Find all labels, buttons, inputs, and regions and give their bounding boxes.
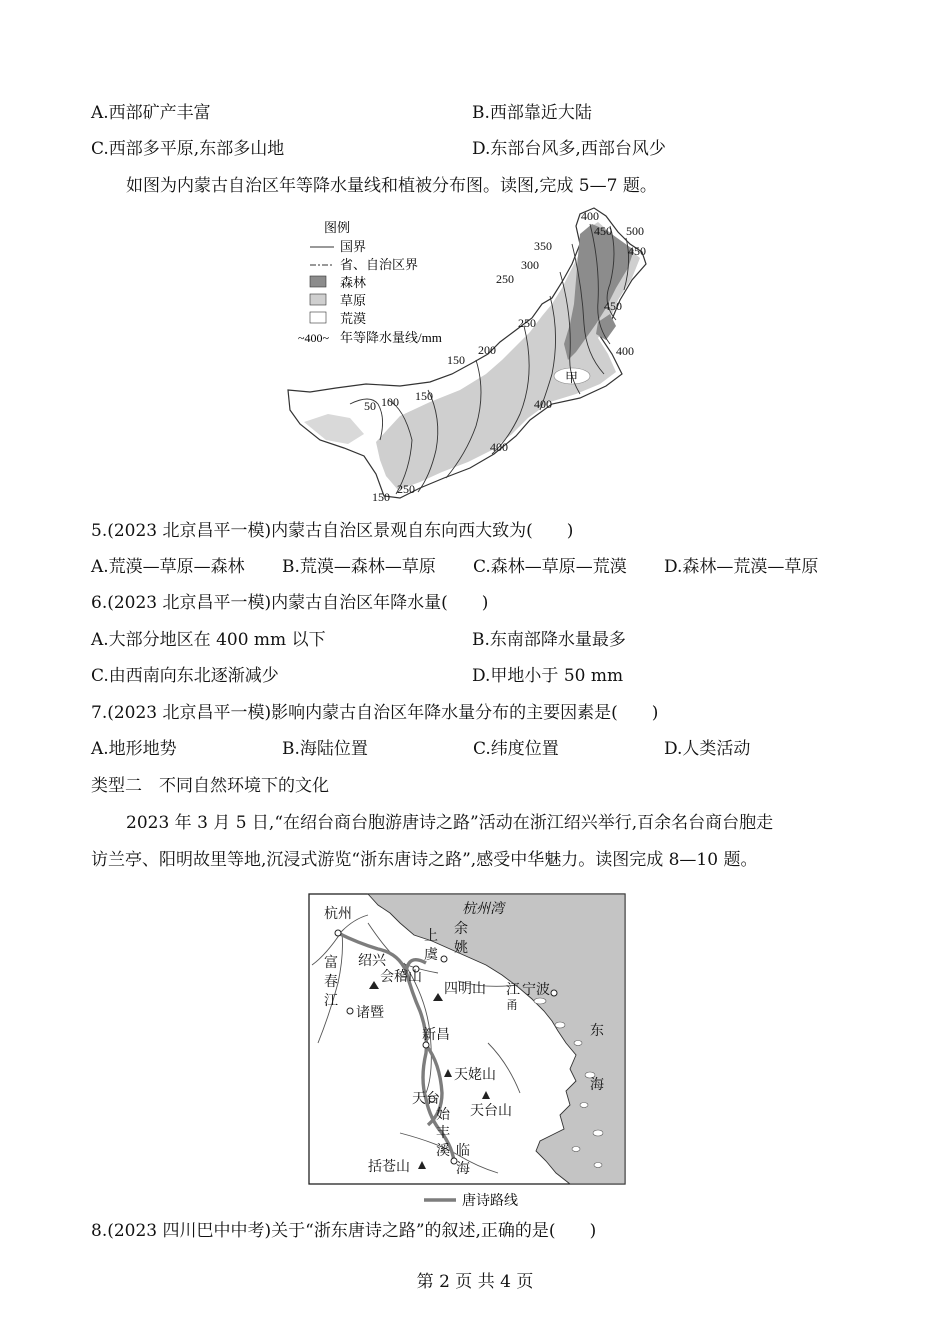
legend-provincial-border: 省、自治区界 bbox=[340, 257, 419, 272]
linhai-label: 海 bbox=[456, 1162, 470, 1177]
iso-label: 400 bbox=[534, 397, 552, 411]
iso-label: 400 bbox=[616, 344, 634, 358]
xinchang-label: 新昌 bbox=[422, 1028, 450, 1043]
route-legend-label: 唐诗路线 bbox=[462, 1194, 518, 1209]
iso-label: 300 bbox=[521, 258, 539, 272]
donghai-label: 海 bbox=[590, 1078, 604, 1093]
q6-option-c: C.由西南向东北逐渐减少 bbox=[91, 666, 279, 686]
iso-label: 350 bbox=[534, 239, 552, 253]
map1-legend-title: 图例 bbox=[324, 220, 351, 235]
yong-label: 江 bbox=[506, 983, 520, 998]
kuocang-label: 括苍山 bbox=[368, 1160, 410, 1175]
zhuji-label: 诸暨 bbox=[356, 1006, 384, 1021]
q5-stem: 5.(2023 北京昌平一模)内蒙古自治区景观自东向西大致为( ) bbox=[91, 521, 574, 541]
donghai-label: 东 bbox=[590, 1024, 604, 1039]
passage-line-2: 访兰亭、阳明故里等地,沉浸式游览“浙东唐诗之路”,感受中华魅力。读图完成 8—10 题。 bbox=[91, 850, 758, 870]
q5-option-b: B.荒漠—森林—草原 bbox=[282, 557, 436, 577]
shifeng-label: 溪 bbox=[436, 1144, 450, 1159]
q6-option-d: D.甲地小于 50 mm bbox=[472, 666, 624, 686]
iso-label: 150 bbox=[372, 490, 390, 504]
yuyao-label: 姚 bbox=[454, 941, 468, 956]
q8-stem: 8.(2023 四川巴中中考)关于“浙东唐诗之路”的叙述,正确的是( ) bbox=[91, 1221, 597, 1241]
fuchun-label: 富 bbox=[324, 956, 338, 971]
iso-label: 450 bbox=[604, 299, 622, 313]
q5-option-c: C.森林—草原—荒漠 bbox=[473, 557, 627, 577]
iso-label: 100 bbox=[381, 395, 399, 409]
tang-poetry-road-map bbox=[308, 893, 626, 1215]
iso-label: 400 bbox=[490, 440, 508, 454]
legend-grassland: 草原 bbox=[340, 293, 367, 308]
legend-forest: 森林 bbox=[340, 275, 367, 290]
section-2-title: 类型二 不同自然环境下的文化 bbox=[91, 776, 329, 796]
iso-label: 150 bbox=[415, 389, 433, 403]
shifeng-label: 丰 bbox=[436, 1126, 450, 1141]
fuchun-label: 江 bbox=[324, 994, 338, 1009]
hangzhou-label: 杭州 bbox=[324, 907, 352, 922]
fuchun-label: 春 bbox=[324, 975, 338, 990]
q4-option-a: A.西部矿产丰富 bbox=[91, 103, 211, 123]
q7-option-b: B.海陆位置 bbox=[282, 739, 368, 759]
siming-label: 四明山 bbox=[444, 982, 486, 997]
q5-option-d: D.森林—荒漠—草原 bbox=[664, 557, 819, 577]
q4-option-b: B.西部靠近大陆 bbox=[472, 103, 592, 123]
hangzhou-bay-label: 杭州湾 bbox=[462, 902, 504, 917]
iso-label: 400 bbox=[581, 209, 599, 223]
shifeng-label: 始 bbox=[436, 1108, 450, 1123]
tiantai-label: 天 bbox=[412, 1092, 426, 1107]
q7-option-c: C.纬度位置 bbox=[473, 739, 559, 759]
jia-label: 甲 bbox=[565, 370, 579, 385]
linhai-label: 临 bbox=[456, 1144, 470, 1159]
iso-label: 250 bbox=[518, 316, 536, 330]
q6-option-a: A.大部分地区在 400 mm 以下 bbox=[91, 630, 326, 650]
iso-label: 250 bbox=[496, 272, 514, 286]
kuaiji-label: 会稽山 bbox=[380, 970, 422, 985]
intro-5-7: 如图为内蒙古自治区年等降水量线和植被分布图。读图,完成 5—7 题。 bbox=[126, 176, 657, 196]
iso-label: 200 bbox=[478, 343, 496, 357]
iso-label: 450 bbox=[594, 224, 612, 238]
legend-national-border: 国界 bbox=[340, 239, 367, 254]
inner-mongolia-map bbox=[280, 204, 650, 508]
q7-stem: 7.(2023 北京昌平一模)影响内蒙古自治区年降水量分布的主要因素是( ) bbox=[91, 703, 659, 723]
iso-label: 450 bbox=[628, 244, 646, 258]
legend-isohyet-sample: ~400~ bbox=[298, 331, 329, 345]
q7-option-d: D.人类活动 bbox=[664, 739, 751, 759]
q4-option-d: D.东部台风多,西部台风少 bbox=[472, 139, 666, 159]
yuyao-label: 余 bbox=[454, 922, 468, 937]
iso-label: 500 bbox=[626, 224, 644, 238]
tiantai-label: 台 bbox=[426, 1092, 440, 1107]
q7-option-a: A.地形地势 bbox=[91, 739, 177, 759]
iso-label: 150 bbox=[447, 353, 465, 367]
passage-line-1: 2023 年 3 月 5 日,“在绍台商台胞游唐诗之路”活动在浙江绍兴举行,百余名台商台胞走 bbox=[126, 813, 774, 833]
legend-desert: 荒漠 bbox=[340, 311, 367, 326]
tiantaishan-label: 天台山 bbox=[470, 1104, 512, 1119]
iso-label: 250 bbox=[397, 482, 415, 496]
legend-isohyet: 年等降水量线/mm bbox=[340, 330, 442, 345]
q5-option-a: A.荒漠—草原—森林 bbox=[91, 557, 245, 577]
iso-label: 50 bbox=[364, 399, 376, 413]
tianmu-label: 天姥山 bbox=[454, 1068, 496, 1083]
shangyu-label: 虞 bbox=[424, 948, 438, 963]
q6-stem: 6.(2023 北京昌平一模)内蒙古自治区年降水量( ) bbox=[91, 593, 489, 613]
yong-label: 甬 bbox=[506, 998, 519, 1012]
q4-option-c: C.西部多平原,东部多山地 bbox=[91, 139, 285, 159]
shangyu-label: 上 bbox=[424, 929, 438, 944]
page-footer: 第 2 页 共 4 页 bbox=[416, 1272, 534, 1292]
ningbo-label: 宁波 bbox=[522, 983, 550, 998]
q6-option-b: B.东南部降水量最多 bbox=[472, 630, 626, 650]
shaoxing-label: 绍兴 bbox=[358, 954, 386, 969]
